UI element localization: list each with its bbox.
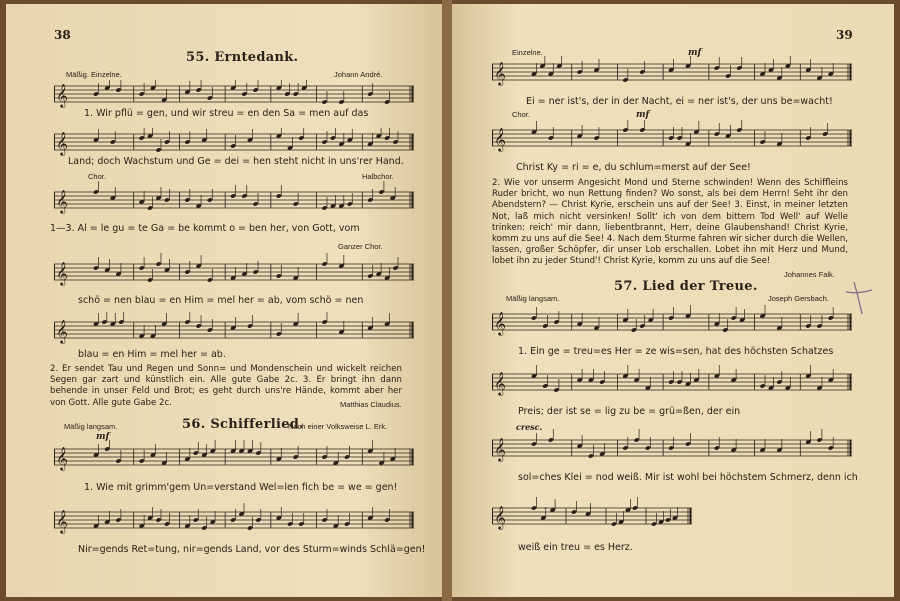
song-55-lyric-line: 1. Wir pflü = gen, und wir streu = en den Sa = men auf das [84,108,369,119]
cresc-mark: cresc. [516,422,543,432]
song-56-lyric-line: 1. Wie mit grimm'gem Un=verstand Wel=len fich be = we = gen! [84,482,398,493]
left-page [6,4,442,597]
song-56-title: 56. Schifferlied. [182,417,305,432]
song-55-lyric-line: schö = nen blau = en Him = mel her = ab, vom schö = nen [78,295,364,306]
treble-clef-icon: 𝄞 [56,83,68,107]
dynamic-mark: mf [636,110,650,120]
music-staff [54,128,414,156]
treble-clef-icon: 𝄞 [494,437,506,461]
song-55-tempo: Mäßig. Einzelne. [66,70,122,79]
music-staff [54,500,414,540]
song-55-composer: Johann André. [334,70,383,79]
page-number-left: 38 [54,28,71,42]
treble-clef-icon: 𝄞 [56,446,68,470]
treble-clef-icon: 𝄞 [494,311,506,335]
music-staff [492,302,852,342]
song-56-lyric-line: Nir=gends Ret=tung, nir=gends Land, vor des Sturm=winds Schlä=gen! [78,544,426,555]
treble-clef-icon: 𝄞 [56,261,68,285]
treble-clef-icon: 𝄞 [494,127,506,151]
right-page [452,4,894,597]
ganzer-chor-label: Ganzer Chor. [338,242,383,251]
song-57-composer: Joseph Gersbach. [768,294,829,303]
music-staff [54,440,414,474]
treble-clef-icon: 𝄞 [56,509,68,533]
song-55-verses: 2. Er sendet Tau und Regen und Sonn= und Mondenschein und wickelt reichen Segen gar zart und künstlich ein. Alle gute Gabe 2c. 3. Er bringt ihn dann behende in unser Feld und Brot; es geht durch uns're Hände, kommt aber her von Gott. Alle gute Gabe 2c. [50,364,402,408]
treble-clef-icon: 𝄞 [56,189,68,213]
song-57-lyric-line: 1. Ein ge = treu=es Her = ze wis=sen, hat des höchsten Schatzes [518,346,834,357]
halbchor-label: Halbchor. [362,172,394,181]
song-56-verses: 2. Wie vor unserm Angesicht Mond und Sterne schwinden! Wenn des Schiffleins Ruder bricht, wo nun Rettung finden? Wo sonst, als bei dem Herrn! Seht ihr den Abendstern? — Christ Kyrie, erschein uns auf der See! 3. Einst, in meiner letzten Not, laß mich nicht versinken! Sollt' ich von dem bittern Tod Well' auf Welle trinken: reich' mir dann, liebentbrannt, Herr, deine Glaubenshand! Christ Kyrie, komm zu uns auf die See! 4. Nach dem Sturme fahren wir sicher durch die Wellen, lassen, großer Schöpfer, dir unser Lob erschallen. Lobet ihn mit Herz und Mund, lobet ihn zu jeder Stund'! Christ Kyrie, komm zu uns auf die See! [492,178,848,267]
dynamic-mark: mf [688,48,702,58]
song-56-lyric-line: Christ Ky = ri = e, du schlum=merst auf der See! [516,162,751,173]
treble-clef-icon: 𝄞 [56,131,68,155]
chor-label: Chor. [512,110,530,119]
song-55-author: Matthias Claudius. [340,400,402,409]
dynamic-mark: mf [96,432,110,442]
treble-clef-icon: 𝄞 [494,505,506,529]
song-56-lyric-line: Ei = ner ist's, der in der Nacht, ei = ner ist's, der uns be=wacht! [526,96,833,107]
music-staff [492,428,852,468]
music-staff [54,180,414,220]
song-57-lyric-line: Preis; der ist se = lig zu be = grü=ßen, der ein [518,406,741,417]
treble-clef-icon: 𝄞 [56,319,68,343]
song-55-lyric-line: 1—3. Al = le gu = te Ga = be kommt o = ben her, von Gott, vom [50,223,360,234]
page-number-right: 39 [836,28,853,42]
chor-label: Chor. [88,172,106,181]
song-57-title: 57. Lied der Treue. [614,279,758,294]
book-gutter [442,0,452,601]
song-57-lyric-line: sol=ches Klei = nod weiß. Mir ist wohl bei höchstem Schmerz, denn ich [518,472,858,483]
einzelne-label: Einzelne. [512,48,543,57]
song-56-author: Johannes Falk. [784,270,835,279]
song-55-title: 55. Erntedank. [186,50,299,65]
song-55-lyric-line: blau = en Him = mel her = ab. [78,349,226,360]
song-57-lyric-line: weiß ein treu = es Herz. [518,542,633,553]
music-staff [54,252,414,292]
song-57-tempo: Mäßig langsam. [506,294,560,303]
song-55-lyric-line: Land; doch Wachstum und Ge = dei = hen steht nicht in uns'rer Hand. [68,156,404,167]
music-staff [54,80,414,108]
treble-clef-icon: 𝄞 [494,371,506,395]
song-56-tempo: Mäßig langsam. [64,422,118,431]
music-staff-final [54,312,414,348]
music-staff [492,56,852,88]
song-56-source: Nach einer Volksweise L. Erk. [288,422,388,431]
music-staff-final [492,120,852,156]
music-staff [492,362,852,402]
music-staff-final [492,492,692,540]
treble-clef-icon: 𝄞 [494,61,506,85]
